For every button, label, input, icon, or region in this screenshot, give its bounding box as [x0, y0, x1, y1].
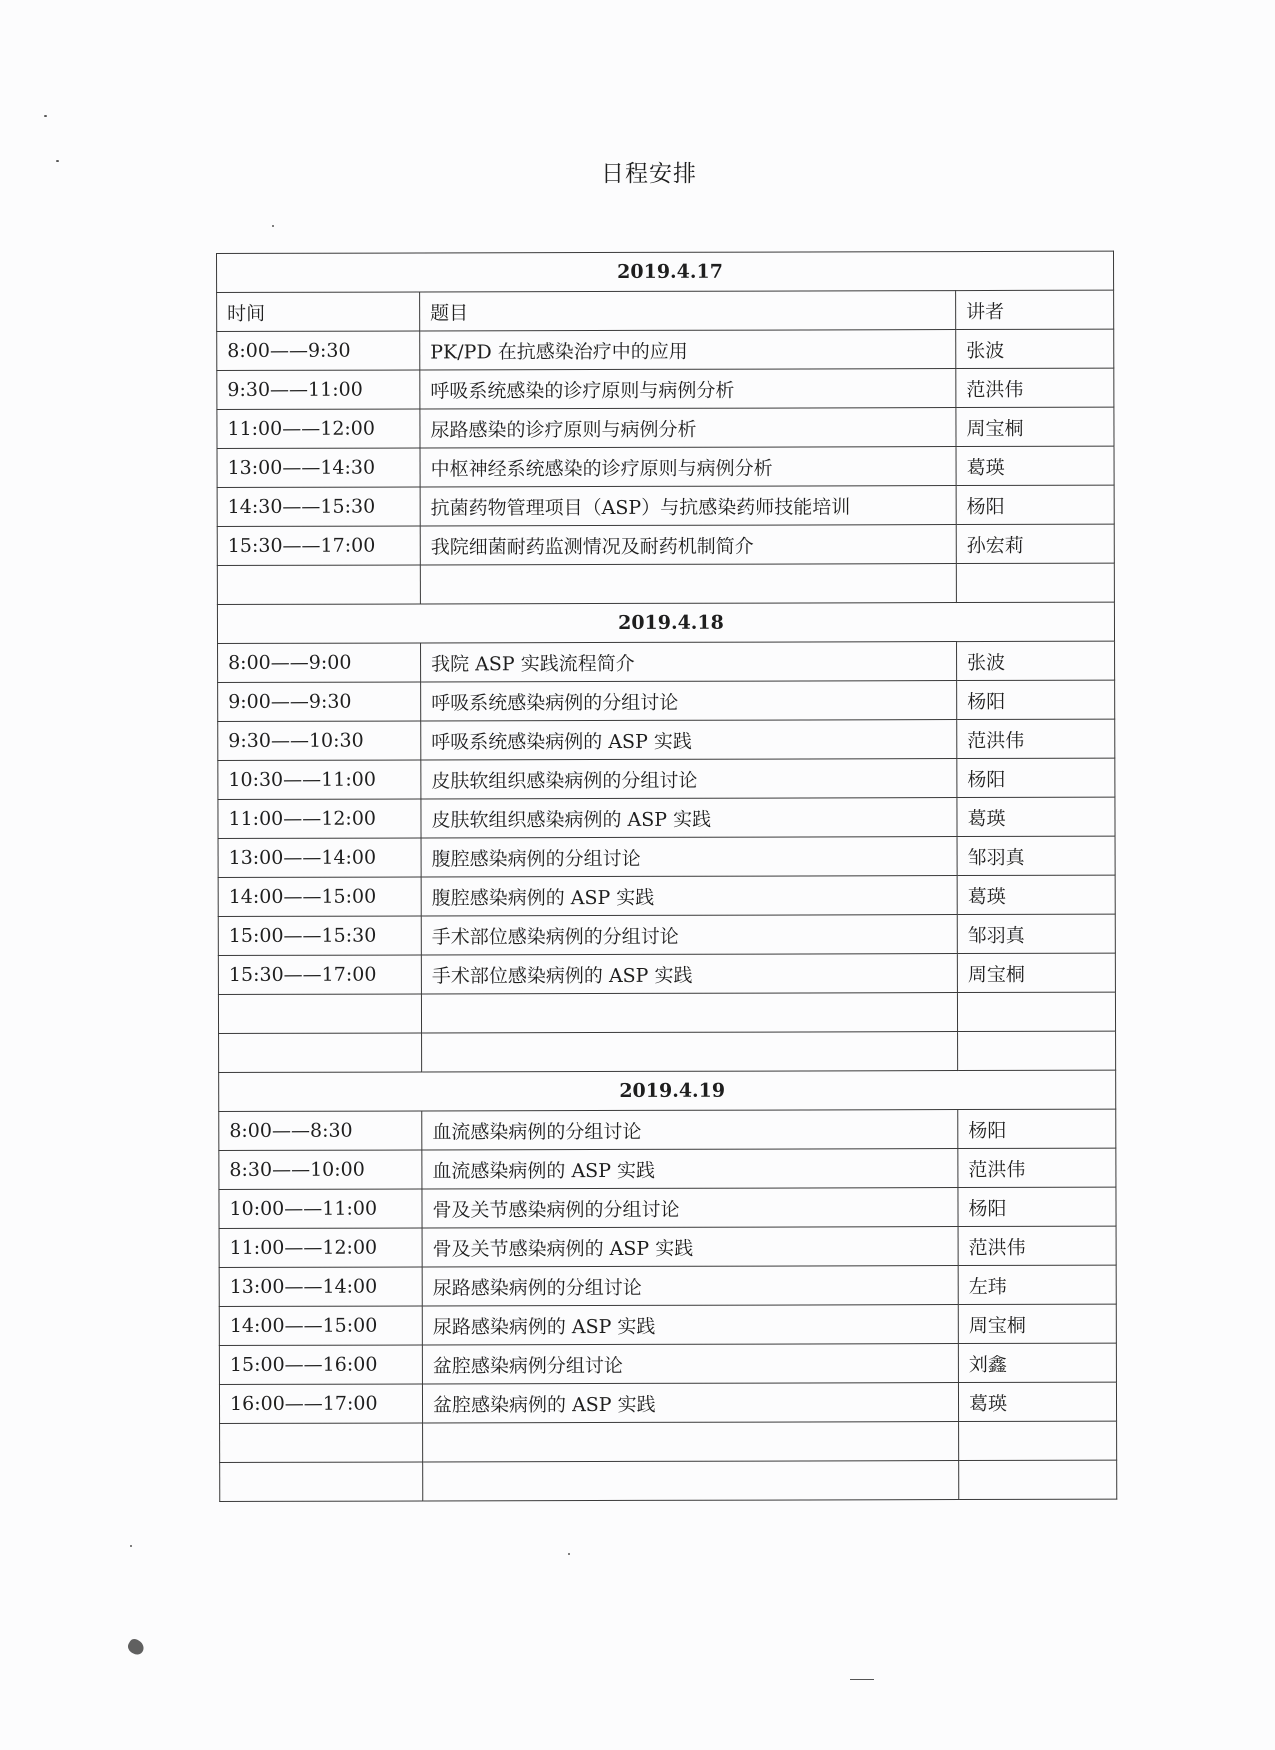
schedule-body	[217, 251, 1117, 1501]
table-row	[219, 1148, 1116, 1189]
table-row	[219, 1226, 1116, 1267]
table-row	[218, 641, 1115, 682]
speaker-cell: 杨阳	[956, 485, 1114, 524]
table-row	[217, 368, 1114, 409]
empty-cell	[958, 1031, 1116, 1070]
date-cell: 2019.4.19	[219, 1070, 1116, 1111]
scan-speck	[130, 1545, 132, 1547]
time-cell: 13:00——14:30	[217, 448, 420, 488]
date-cell: 2019.4.17	[217, 251, 1114, 292]
table-row	[217, 446, 1114, 487]
speaker-cell: 孙宏莉	[956, 524, 1114, 563]
time-cell: 15:00——15:30	[218, 916, 421, 956]
table-row	[218, 719, 1115, 760]
empty-row	[220, 1421, 1117, 1462]
table-row	[219, 1382, 1116, 1423]
time-cell: 13:00——14:00	[218, 838, 421, 878]
table-row	[218, 953, 1115, 994]
page-title: 日程安排	[601, 161, 697, 187]
table-row	[219, 1187, 1116, 1228]
empty-cell	[956, 563, 1114, 602]
table-row	[219, 1265, 1116, 1306]
topic-cell: 盆腔感染病例分组讨论	[422, 1344, 958, 1384]
speaker-cell: 张波	[956, 329, 1114, 368]
time-cell: 11:00——12:00	[219, 1228, 422, 1268]
empty-row	[219, 1031, 1116, 1072]
table-row	[218, 836, 1115, 877]
time-cell: 8:00——8:30	[219, 1111, 422, 1151]
topic-cell: 盆腔感染病例的 ASP 实践	[422, 1383, 958, 1423]
date-row	[217, 251, 1114, 292]
topic-cell: 腹腔感染病例的分组讨论	[421, 837, 957, 877]
speaker-cell: 葛瑛	[956, 446, 1114, 485]
time-cell: 14:30——15:30	[217, 487, 420, 527]
empty-cell	[219, 1033, 422, 1073]
time-cell: 16:00——17:00	[219, 1384, 422, 1424]
empty-cell	[220, 1462, 423, 1502]
empty-cell	[421, 993, 957, 1033]
speaker-cell: 刘鑫	[958, 1343, 1116, 1382]
time-cell: 9:30——10:30	[218, 721, 421, 761]
topic-cell: 抗菌药物管理项目（ASP）与抗感染药师技能培训	[420, 486, 956, 526]
speaker-cell: 杨阳	[958, 1109, 1116, 1148]
table-row	[218, 758, 1115, 799]
topic-cell: 尿路感染的诊疗原则与病例分析	[420, 408, 956, 448]
table-row	[217, 524, 1114, 565]
schedule-table	[216, 251, 1117, 1502]
topic-cell: 血流感染病例的分组讨论	[422, 1110, 958, 1150]
speaker-cell: 范洪伟	[958, 1226, 1116, 1265]
speaker-cell: 葛瑛	[957, 797, 1115, 836]
empty-cell	[959, 1460, 1117, 1499]
empty-cell	[959, 1421, 1117, 1460]
topic-cell: 呼吸系统感染病例的 ASP 实践	[421, 720, 957, 760]
empty-cell	[422, 1032, 958, 1072]
scan-speck	[56, 160, 59, 162]
topic-cell: 皮肤软组织感染病例的分组讨论	[421, 759, 957, 799]
scan-speck	[44, 115, 47, 117]
scan-speck	[272, 225, 274, 227]
table-row	[219, 1109, 1116, 1150]
table-row	[217, 485, 1114, 526]
topic-cell: 中枢神经系统感染的诊疗原则与病例分析	[420, 447, 956, 487]
empty-cell	[957, 992, 1115, 1031]
empty-cell	[217, 565, 420, 605]
time-cell: 10:00——11:00	[219, 1189, 422, 1229]
header-row	[217, 290, 1114, 331]
table-row	[218, 875, 1115, 916]
empty-row	[218, 992, 1115, 1033]
topic-cell: PK/PD 在抗感染治疗中的应用	[420, 330, 956, 370]
empty-cell	[218, 994, 421, 1034]
speaker-cell: 范洪伟	[957, 719, 1115, 758]
header-topic: 题目	[420, 291, 956, 331]
speaker-cell: 杨阳	[958, 1187, 1116, 1226]
topic-cell: 骨及关节感染病例的 ASP 实践	[422, 1227, 958, 1267]
table-row	[217, 329, 1114, 370]
empty-cell	[220, 1423, 423, 1463]
scan-speck	[850, 1679, 874, 1680]
table-row	[217, 407, 1114, 448]
topic-cell: 呼吸系统感染的诊疗原则与病例分析	[420, 369, 956, 409]
topic-cell: 我院 ASP 实践流程简介	[421, 642, 957, 682]
time-cell: 15:30——17:00	[218, 955, 421, 995]
date-row	[219, 1070, 1116, 1111]
topic-cell: 腹腔感染病例的 ASP 实践	[421, 876, 957, 916]
speaker-cell: 邹羽真	[957, 836, 1115, 875]
empty-row	[217, 563, 1114, 604]
topic-cell: 手术部位感染病例的 ASP 实践	[421, 954, 957, 994]
scan-speck	[568, 1553, 570, 1555]
date-row	[217, 602, 1114, 643]
table-row	[218, 797, 1115, 838]
speaker-cell: 范洪伟	[956, 368, 1114, 407]
topic-cell: 呼吸系统感染病例的分组讨论	[421, 681, 957, 721]
topic-cell: 尿路感染病例的分组讨论	[422, 1266, 958, 1306]
speaker-cell: 周宝桐	[956, 407, 1114, 446]
speaker-cell: 周宝桐	[957, 953, 1115, 992]
scan-smudge	[126, 1637, 147, 1657]
header-time: 时间	[217, 292, 420, 332]
topic-cell: 骨及关节感染病例的分组讨论	[422, 1188, 958, 1228]
time-cell: 11:00——12:00	[217, 409, 420, 449]
topic-cell: 手术部位感染病例的分组讨论	[421, 915, 957, 955]
speaker-cell: 左玮	[958, 1265, 1116, 1304]
speaker-cell: 范洪伟	[958, 1148, 1116, 1187]
date-cell: 2019.4.18	[217, 602, 1114, 643]
table-row	[218, 680, 1115, 721]
time-cell: 14:00——15:00	[218, 877, 421, 917]
empty-cell	[423, 1422, 959, 1462]
speaker-cell: 张波	[957, 641, 1115, 680]
topic-cell: 我院细菌耐药监测情况及耐药机制简介	[420, 525, 956, 565]
speaker-cell: 周宝桐	[958, 1304, 1116, 1343]
table-row	[219, 1304, 1116, 1345]
header-speaker: 讲者	[956, 290, 1114, 329]
empty-cell	[423, 1461, 959, 1501]
time-cell: 14:00——15:00	[219, 1306, 422, 1346]
time-cell: 9:30——11:00	[217, 370, 420, 410]
table-row	[219, 1343, 1116, 1384]
empty-cell	[420, 564, 956, 604]
time-cell: 15:30——17:00	[217, 526, 420, 566]
speaker-cell: 杨阳	[957, 680, 1115, 719]
time-cell: 15:00——16:00	[219, 1345, 422, 1385]
topic-cell: 皮肤软组织感染病例的 ASP 实践	[421, 798, 957, 838]
speaker-cell: 葛瑛	[957, 875, 1115, 914]
table-row	[218, 914, 1115, 955]
speaker-cell: 杨阳	[957, 758, 1115, 797]
topic-cell: 血流感染病例的 ASP 实践	[422, 1149, 958, 1189]
time-cell: 13:00——14:00	[219, 1267, 422, 1307]
time-cell: 8:00——9:30	[217, 331, 420, 371]
time-cell: 8:30——10:00	[219, 1150, 422, 1190]
time-cell: 8:00——9:00	[218, 643, 421, 683]
empty-row	[220, 1460, 1117, 1501]
speaker-cell: 葛瑛	[958, 1382, 1116, 1421]
time-cell: 9:00——9:30	[218, 682, 421, 722]
speaker-cell: 邹羽真	[957, 914, 1115, 953]
time-cell: 10:30——11:00	[218, 760, 421, 800]
topic-cell: 尿路感染病例的 ASP 实践	[422, 1305, 958, 1345]
time-cell: 11:00——12:00	[218, 799, 421, 839]
